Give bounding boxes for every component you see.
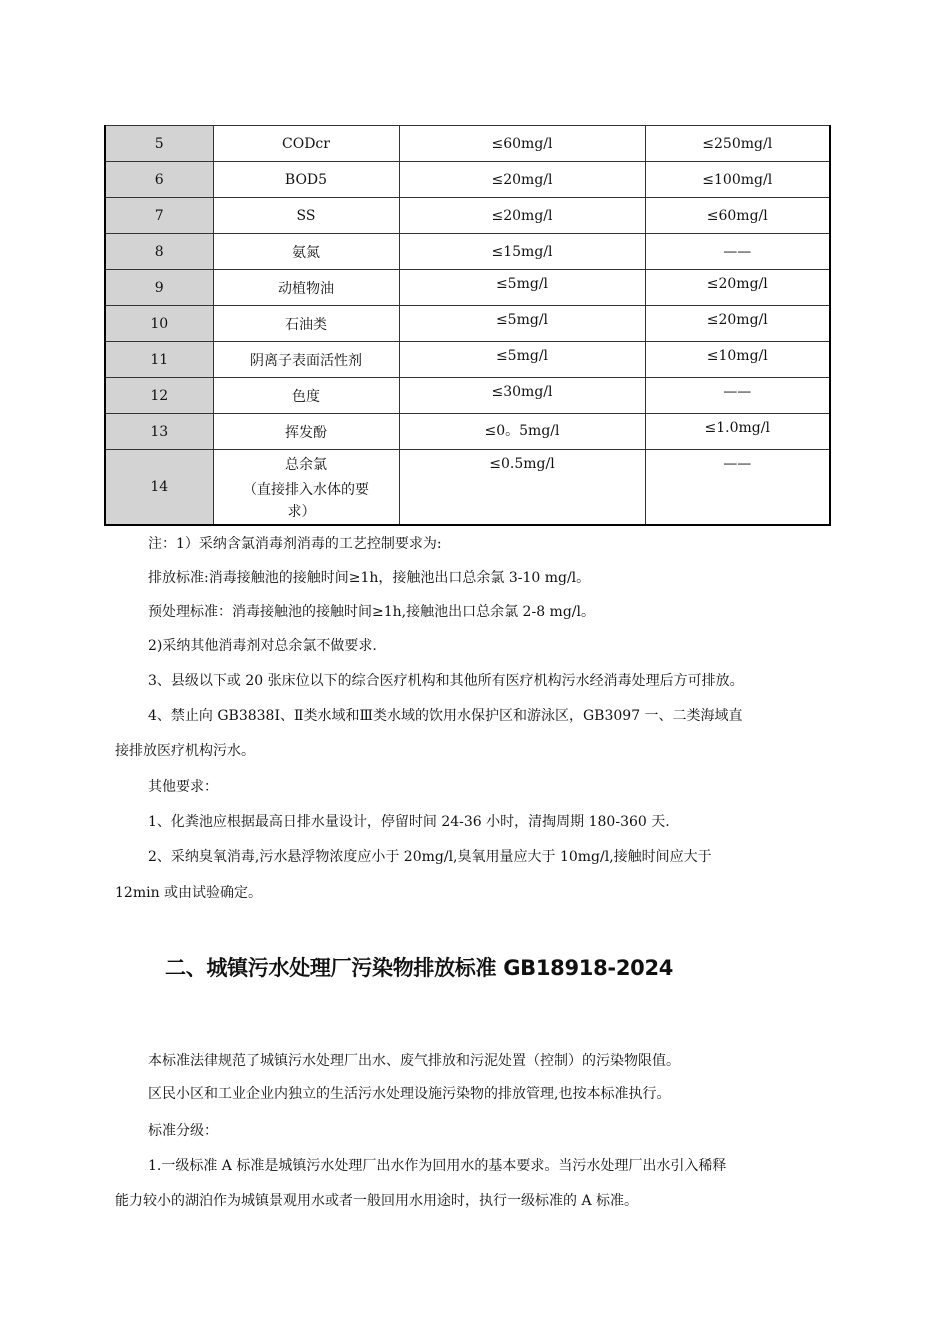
pollutant-name-cell: SS xyxy=(213,198,399,234)
pollutant-name-cell: BOD5 xyxy=(213,162,399,198)
limit-b-cell: ≤10mg/l xyxy=(645,342,830,378)
limit-b-cell: ≤250mg/l xyxy=(645,126,830,162)
row-number: 6 xyxy=(105,162,213,198)
row-number: 5 xyxy=(105,126,213,162)
row-number: 10 xyxy=(105,306,213,342)
pollutant-name-cell xyxy=(213,450,399,526)
note-line: 2、采纳臭氧消毒,污水悬浮物浓度应小于 20mg/l,臭氧用量应大于 10mg/l,接触时间应大于 xyxy=(148,849,712,865)
pollutant-name-line: （直接排入水体的要 xyxy=(243,482,369,498)
limit-b-cell: —— xyxy=(645,378,830,414)
limit-a-cell: ≤30mg/l xyxy=(399,378,645,414)
note-line: 2)采纳其他消毒剂对总余氯不做要求. xyxy=(148,638,377,654)
row-number: 9 xyxy=(105,270,213,306)
body-paragraph: 本标准法律规范了城镇污水处理厂出水、废气排放和污泥处置（控制）的污染物限值。 xyxy=(148,1053,680,1069)
note-line: 预处理标准：消毒接触池的接触时间≥1h,接触池出口总余氯 2-8 mg/l。 xyxy=(148,604,595,620)
pollutant-name-line: 总余氯 xyxy=(285,457,327,473)
limit-b-cell: —— xyxy=(645,234,830,270)
row-number: 13 xyxy=(105,414,213,450)
row-number: 12 xyxy=(105,378,213,414)
row-number: 14 xyxy=(105,450,213,526)
limit-b-cell: —— xyxy=(645,450,830,526)
note-line: 3、县级以下或 20 张床位以下的综合医疗机构和其他所有医疗机构污水经消毒处理后方可排放。 xyxy=(148,673,744,689)
limit-b-cell: ≤100mg/l xyxy=(645,162,830,198)
pollutant-name-cell: 挥发酚 xyxy=(213,414,399,450)
table-row xyxy=(105,414,830,450)
limit-b-cell: ≤60mg/l xyxy=(645,198,830,234)
note-line: 注：1）采纳含氯消毒剂消毒的工艺控制要求为: xyxy=(148,536,442,552)
limit-a-cell: ≤5mg/l xyxy=(399,306,645,342)
body-paragraph: 区民小区和工业企业内独立的生活污水处理设施污染物的排放管理,也按本标准执行。 xyxy=(148,1086,671,1102)
table-row xyxy=(105,450,830,526)
table-row xyxy=(105,198,830,234)
limit-a-cell: ≤60mg/l xyxy=(399,126,645,162)
note-line: 1、化粪池应根据最高日排水量设计，停留时间 24-36 小时，清掏周期 180-360 天. xyxy=(148,814,670,830)
limit-b-cell: ≤20mg/l xyxy=(645,306,830,342)
table-row xyxy=(105,234,830,270)
row-number: 8 xyxy=(105,234,213,270)
limit-a-cell: ≤0。5mg/l xyxy=(399,414,645,450)
table-row xyxy=(105,378,830,414)
table-row xyxy=(105,306,830,342)
body-paragraph: 标准分级： xyxy=(148,1123,218,1139)
pollutant-limits-table xyxy=(104,125,831,526)
pollutant-name-line: 求） xyxy=(287,504,316,520)
limit-a-cell: ≤15mg/l xyxy=(399,234,645,270)
limit-a-cell: ≤20mg/l xyxy=(399,162,645,198)
section-title: 二、城镇污水处理厂污染物排放标准 GB18918-2024 xyxy=(165,956,674,980)
note-line: 4、禁止向 GB3838Ⅰ、Ⅱ类水域和Ⅲ类水域的饮用水保护区和游泳区，GB3097 一、二类海域直 xyxy=(148,708,743,724)
note-line: 接排放医疗机构污水。 xyxy=(115,743,255,759)
pollutant-name-cell: 石油类 xyxy=(213,306,399,342)
limit-a-cell: ≤20mg/l xyxy=(399,198,645,234)
note-line: 其他要求： xyxy=(148,779,218,795)
pollutant-name-cell: 动植物油 xyxy=(213,270,399,306)
table-row xyxy=(105,342,830,378)
pollutant-name-cell: 氨氮 xyxy=(213,234,399,270)
table-row xyxy=(105,126,830,162)
table-body xyxy=(105,126,830,526)
row-number: 7 xyxy=(105,198,213,234)
limit-a-cell: ≤0.5mg/l xyxy=(399,450,645,526)
note-line: 12min 或由试验确定。 xyxy=(115,885,263,901)
body-paragraph: 能力较小的湖泊作为城镇景观用水或者一般回用水用途时，执行一级标准的 A 标准。 xyxy=(115,1193,639,1209)
note-line: 排放标准:消毒接触池的接触时间≥1h，接触池出口总余氯 3-10 mg/l。 xyxy=(148,570,591,586)
pollutant-name-cell: CODcr xyxy=(213,126,399,162)
body-paragraph: 1.一级标准 A 标准是城镇污水处理厂出水作为回用水的基本要求。当污水处理厂出水引入稀释 xyxy=(148,1158,727,1174)
row-number: 11 xyxy=(105,342,213,378)
table-row xyxy=(105,270,830,306)
limit-a-cell: ≤5mg/l xyxy=(399,270,645,306)
table-row xyxy=(105,162,830,198)
pollutant-name-cell: 阴离子表面活性剂 xyxy=(213,342,399,378)
limit-a-cell: ≤5mg/l xyxy=(399,342,645,378)
limit-b-cell: ≤20mg/l xyxy=(645,270,830,306)
pollutant-name-cell: 色度 xyxy=(213,378,399,414)
limit-b-cell: ≤1.0mg/l xyxy=(645,414,830,450)
